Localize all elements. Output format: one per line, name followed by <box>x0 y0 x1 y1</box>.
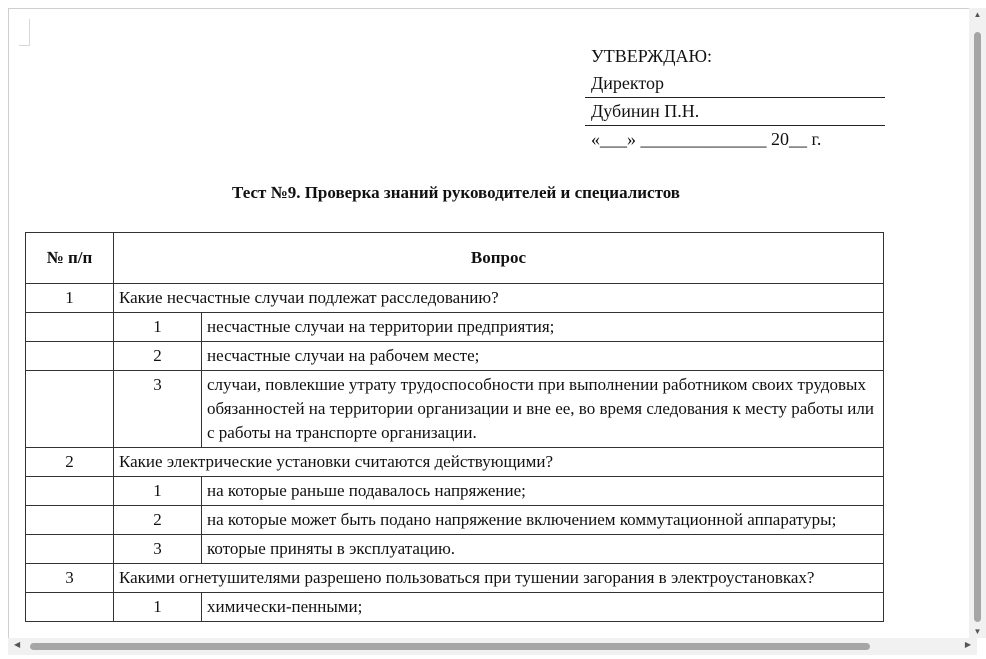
answer-row <box>26 535 884 564</box>
header-num: № п/п <box>26 233 114 284</box>
approval-date: «___» ______________ 20__ г. <box>591 129 822 149</box>
page-corner-mark <box>19 19 30 46</box>
question-text: Какие электрические установки считаются действующими? <box>114 448 884 477</box>
answer-text: которые приняты в эксплуатацию. <box>202 535 884 564</box>
answer-row <box>26 593 884 622</box>
table-header-row <box>26 233 884 284</box>
question-number: 2 <box>26 448 114 477</box>
answer-text: химически-пенными; <box>202 593 884 622</box>
answer-row <box>26 342 884 371</box>
answer-text: на которые может быть подано напряжение включением коммутационной аппаратуры; <box>202 506 884 535</box>
scroll-left-icon[interactable]: ◀ <box>14 640 21 649</box>
vertical-scroll-thumb[interactable] <box>974 32 981 622</box>
answer-text: случаи, повлекшие утрату трудоспособности при выполнении работником своих трудовых обязанностей на территории организации и вне ее, во время следования к месту работы или с работы на транспорте организации. <box>202 371 884 448</box>
answer-number: 2 <box>114 506 202 535</box>
question-text: Какие несчастные случаи подлежат расследованию? <box>114 284 884 313</box>
answer-spacer <box>26 593 114 622</box>
answer-spacer <box>26 506 114 535</box>
answer-row <box>26 506 884 535</box>
approval-block <box>585 43 885 153</box>
vertical-scrollbar[interactable] <box>969 8 986 638</box>
answer-text: несчастные случаи на территории предприятия; <box>202 313 884 342</box>
approval-heading: УТВЕРЖДАЮ: <box>591 46 713 66</box>
answer-spacer <box>26 477 114 506</box>
document-viewport <box>8 8 978 639</box>
approval-position: Директор <box>585 70 885 98</box>
question-number: 3 <box>26 564 114 593</box>
answer-number: 3 <box>114 371 202 448</box>
scroll-down-icon[interactable]: ▼ <box>973 627 982 636</box>
header-question: Вопрос <box>114 233 884 284</box>
scroll-up-icon[interactable]: ▲ <box>973 10 982 19</box>
answer-spacer <box>26 535 114 564</box>
answer-number: 1 <box>114 593 202 622</box>
answer-text: несчастные случаи на рабочем месте; <box>202 342 884 371</box>
scroll-right-icon[interactable]: ▶ <box>964 640 971 649</box>
answer-row <box>26 477 884 506</box>
approval-name: Дубинин П.Н. <box>585 98 885 126</box>
answer-spacer <box>26 371 114 448</box>
answer-row <box>26 371 884 448</box>
questions-table <box>25 232 884 622</box>
page-title: Тест №9. Проверка знаний руководителей и специалистов <box>232 183 680 202</box>
question-text: Какими огнетушителями разрешено пользоваться при тушении загорания в электроустановках? <box>114 564 884 593</box>
horizontal-scroll-thumb[interactable] <box>30 643 870 650</box>
question-row <box>26 564 884 593</box>
answer-spacer <box>26 342 114 371</box>
question-row <box>26 284 884 313</box>
answer-spacer <box>26 313 114 342</box>
answer-number: 3 <box>114 535 202 564</box>
answer-number: 2 <box>114 342 202 371</box>
answer-text: на которые раньше подавалось напряжение; <box>202 477 884 506</box>
answer-number: 1 <box>114 313 202 342</box>
answer-number: 1 <box>114 477 202 506</box>
answer-row <box>26 313 884 342</box>
horizontal-scrollbar[interactable] <box>8 638 977 655</box>
question-number: 1 <box>26 284 114 313</box>
question-row <box>26 448 884 477</box>
